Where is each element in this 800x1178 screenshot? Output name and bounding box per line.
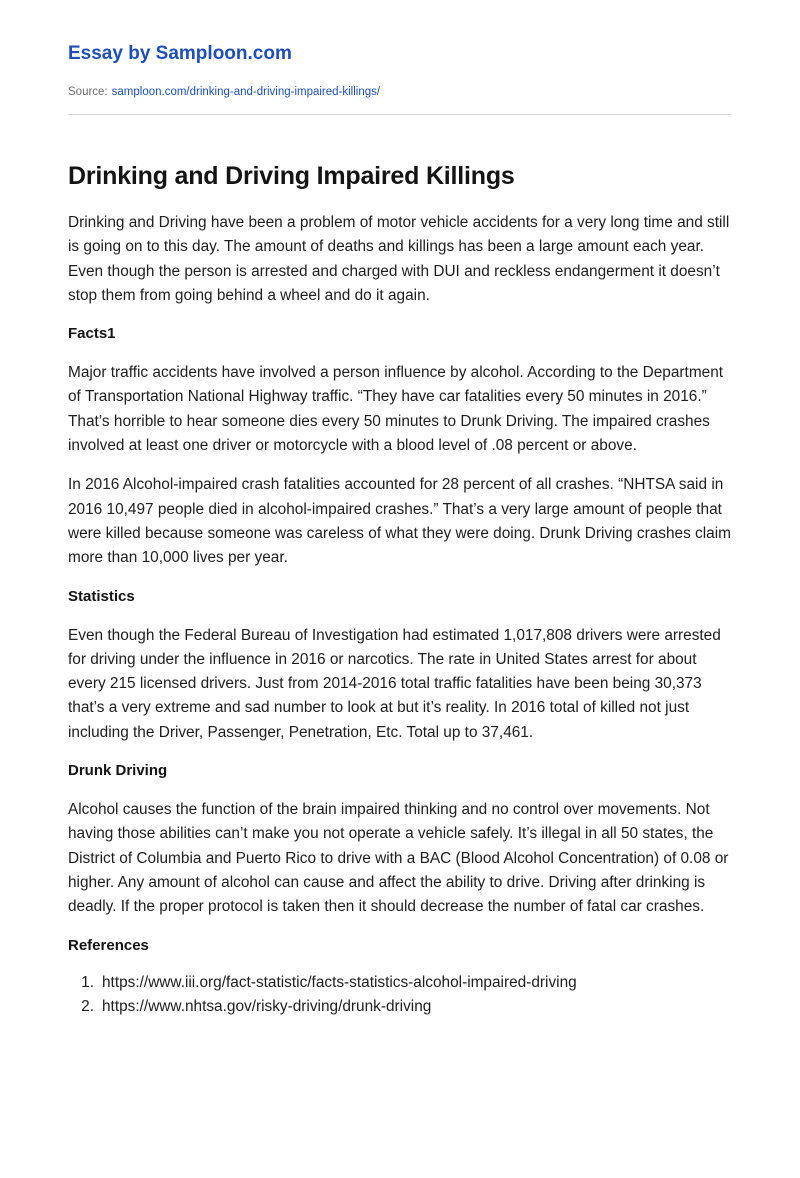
references-list: [68, 971, 731, 1020]
header-divider: [68, 114, 731, 115]
source-line: [68, 84, 731, 100]
drunk-driving-paragraph: Alcohol causes the function of the brain impaired thinking and no control over movements. Not having those abilities can’t make you not operate a vehicle safely. It’s illegal in all 50 states, the District of Columbia and Puerto Rico to drive with a BAC (Blood Alcohol Concentration) of 0.08 or higher. Any amount of alcohol can cause and affect the ability to drive. Driving after drinking is deadly. If the proper protocol is taken then it should decrease the number of fatal car crashes.: [68, 801, 729, 916]
brand-title-link[interactable]: Essay by Samploon.com: [68, 43, 292, 64]
reference-number: 1.: [81, 973, 94, 991]
statistics-paragraph: Even though the Federal Bureau of Investigation had estimated 1,017,808 drivers were arrested for driving under the influence in 2016 or narcotics. The rate in United States arrest for about every 215 licensed drivers. Just from 2014-2016 total traffic fatalities have been being 30,373 that’s a very extreme and sad number to look at but it’s reality. In 2016 total of killed not just including the Driver, Passenger, Penetration, Etc. Total up to 37,461.: [68, 626, 721, 741]
reference-item: [68, 995, 731, 1019]
reference-item: [68, 971, 731, 995]
section-heading-facts: Facts1: [68, 325, 116, 343]
source-url-link[interactable]: samploon.com/drinking-and-driving-impaired-killings/: [111, 86, 381, 98]
intro-paragraph: Drinking and Driving have been a problem of motor vehicle accidents for a very long time and still is going on to this day. The amount of deaths and killings has been a large amount each year. Even though the person is arrested and charged with DUI and reckless endangerment it doesn’t stop them from going behind a wheel and do it again.: [68, 214, 730, 304]
source-label: Source:: [68, 86, 108, 98]
section-heading-drunk-driving: Drunk Driving: [68, 762, 168, 780]
essay-title: Drinking and Driving Impaired Killings: [68, 162, 515, 190]
references-heading: References: [68, 936, 149, 954]
facts-paragraph-1: Major traffic accidents have involved a person influence by alcohol. According to the Department of Transportation National Highway traffic. “They have car fatalities every 50 minutes in 2016.” That’s horrible to hear someone dies every 50 minutes to Drunk Driving. The impaired crashes involved at least one driver or motorcycle with a blood level of .08 percent or above.: [68, 364, 724, 455]
reference-url[interactable]: https://www.nhtsa.gov/risky-driving/drunk-driving: [102, 997, 432, 1015]
facts-paragraph-2: In 2016 Alcohol-impaired crash fatalities accounted for 28 percent of all crashes. “NHTSA said in 2016 10,497 people died in alcohol-impaired crashes.” That’s a very large amount of people that were killed because someone was careless of what they were doing. Drunk Driving crashes claim more than 10,000 lives per year.: [68, 476, 731, 567]
reference-number: 2.: [81, 997, 94, 1015]
reference-url[interactable]: https://www.iii.org/fact-statistic/facts-statistics-alcohol-impaired-driving: [102, 973, 577, 991]
document-page: [68, 0, 731, 1019]
section-heading-statistics: Statistics: [68, 587, 135, 605]
